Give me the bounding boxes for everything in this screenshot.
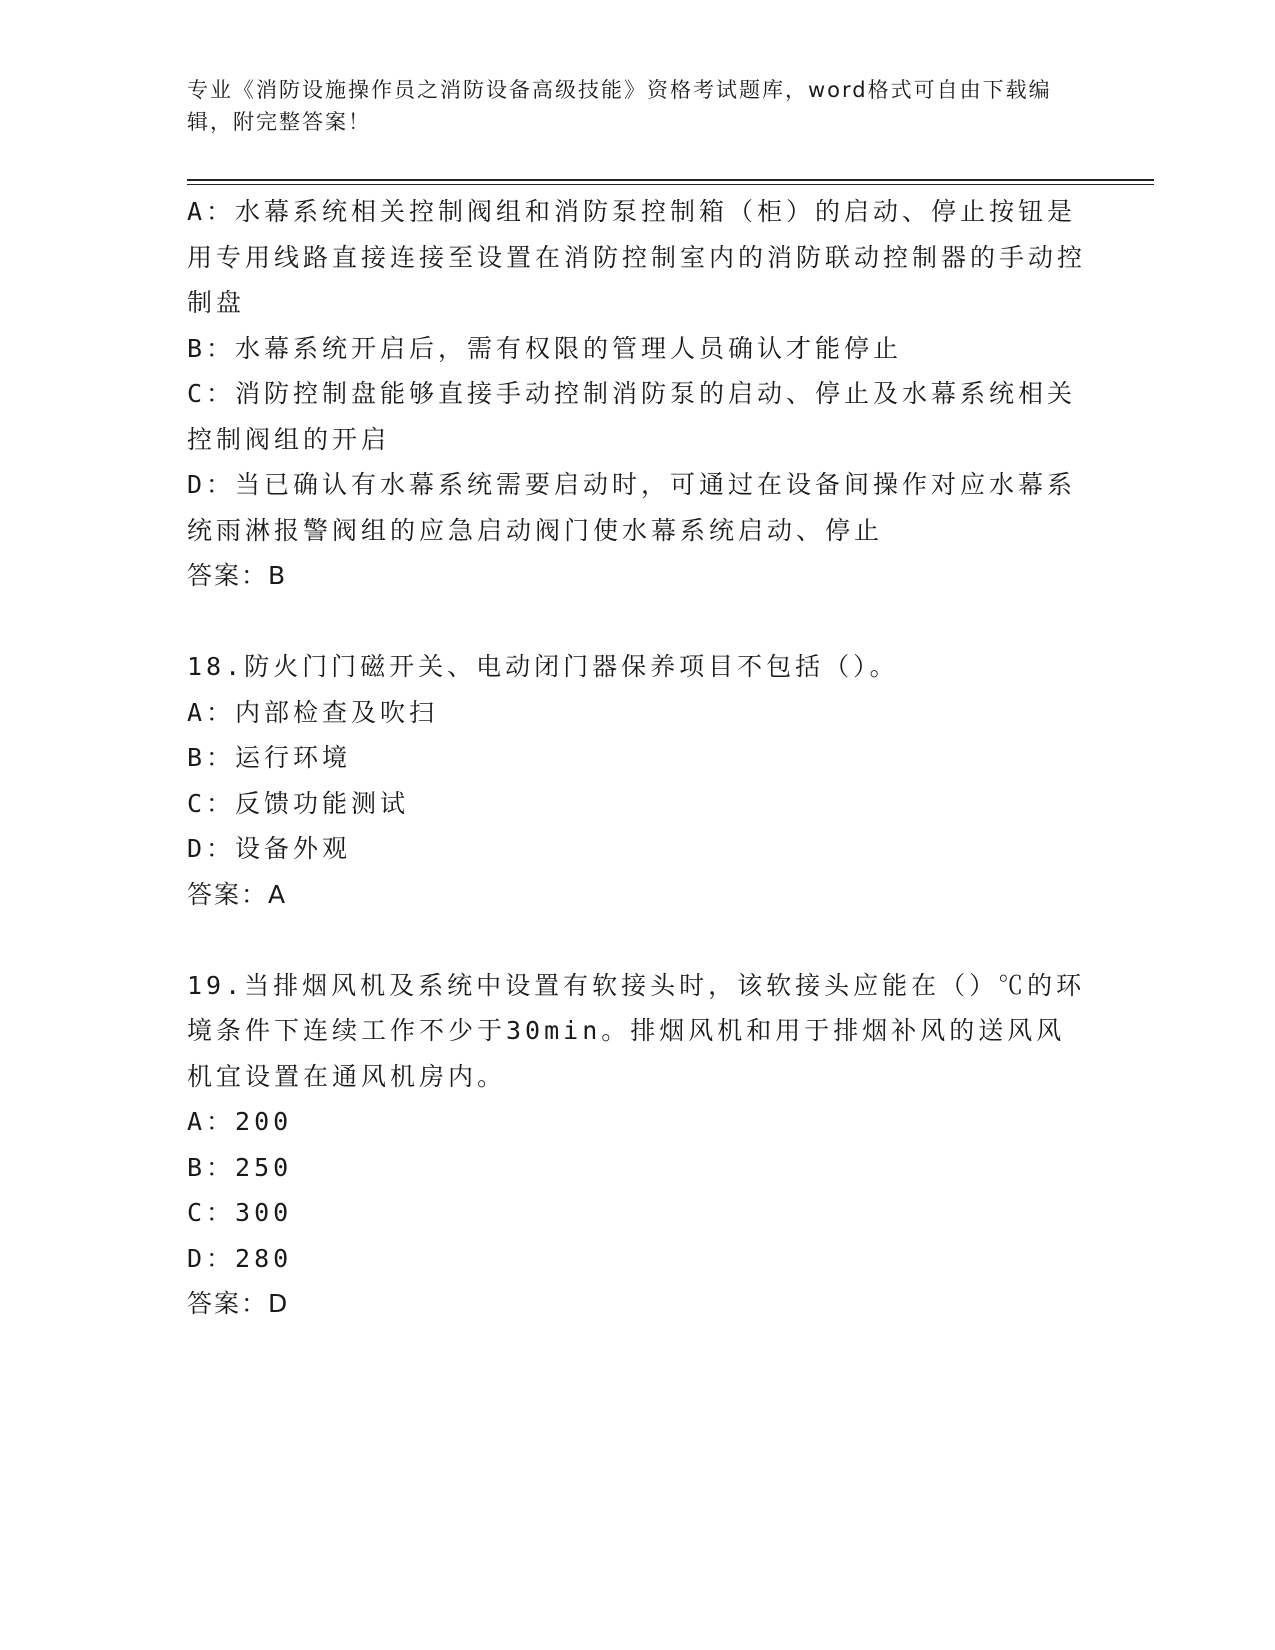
option-a: A：水幕系统相关控制阀组和消防泵控制箱（柜）的启动、停止按钮是用专用线路直接连接至设置在消防控制室内的消防联动控制器的手动控制盘: [187, 197, 1087, 317]
question-stem: 18.防火门门磁开关、电动闭门器保养项目不包括（）。: [187, 652, 899, 681]
option-d: D：当已确认有水幕系统需要启动时，可通过在设备间操作对应水幕系统雨淋报警阀组的应急启动阀门使水幕系统启动、停止: [187, 470, 1077, 545]
option-c: C：消防控制盘能够直接手动控制消防泵的启动、停止及水幕系统相关控制阀组的开启: [187, 379, 1077, 454]
option-d: D：设备外观: [187, 834, 352, 863]
answer: 答案：D: [187, 1289, 290, 1318]
option-d: D：280: [187, 1243, 293, 1273]
spacer: [187, 917, 1087, 963]
question-19: [187, 963, 1087, 1327]
option-b: B：水幕系统开启后，需有权限的管理人员确认才能停止: [187, 333, 903, 363]
document-body: [187, 189, 1087, 1327]
answer: 答案：B: [187, 561, 288, 590]
option-b: B：运行环境: [187, 743, 352, 772]
question-18: [187, 644, 1087, 917]
header-divider: [187, 179, 1154, 181]
option-c: C：反馈功能测试: [187, 788, 410, 818]
question-17-continued: [187, 189, 1087, 599]
page-header: 专业《消防设施操作员之消防设备高级技能》资格考试题库，word格式可自由下载编辑，附完整答案！: [187, 78, 1052, 134]
option-b: B：250: [187, 1152, 293, 1182]
answer: 答案：A: [187, 879, 288, 909]
option-a: A：200: [187, 1107, 293, 1136]
question-stem: 19.当排烟风机及系统中设置有软接头时，该软接头应能在（）℃的环境条件下连续工作不少于30min。排烟风机和用于排烟补风的送风风机宜设置在通风机房内。: [187, 970, 1086, 1091]
spacer: [187, 599, 1087, 645]
option-c: C：300: [187, 1198, 293, 1227]
option-a: A：内部检查及吹扫: [187, 697, 439, 727]
